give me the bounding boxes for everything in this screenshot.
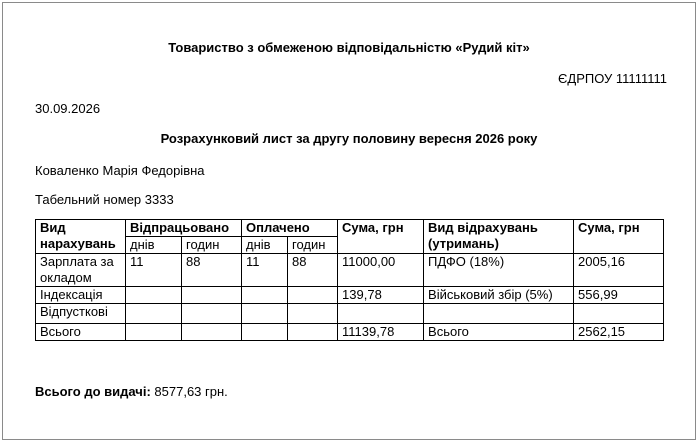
document-page: [2, 2, 696, 440]
cell-deduction: ПДФО (18%): [424, 254, 574, 287]
payroll-table: [35, 219, 664, 341]
cell-deduction: Військовий збір (5%): [424, 287, 574, 304]
cell-worked-hours: [182, 287, 242, 304]
cell-sum: 11139,78: [338, 324, 424, 341]
subheader-paid-hours: годин: [288, 237, 338, 254]
cell-paid-hours: 88: [288, 254, 338, 287]
document-title: Розрахунковий лист за другу половину вересня 2026 року: [160, 131, 538, 146]
total-payout-value: 8577,63 грн.: [154, 384, 228, 399]
cell-worked-days: 11: [126, 254, 182, 287]
cell-kind: Всього: [36, 324, 126, 341]
cell-paid-days: 11: [242, 254, 288, 287]
cell-deduction: [424, 304, 574, 324]
cell-kind: Індексація: [36, 287, 126, 304]
cell-paid-days: [242, 287, 288, 304]
subheader-worked-hours: годин: [182, 237, 242, 254]
subheader-worked-days: днів: [126, 237, 182, 254]
tab-number-value: 3333: [144, 192, 174, 207]
company-name: Товариство з обмеженою відповідальністю «Рудий кіт»: [168, 40, 530, 55]
cell-paid-days: [242, 324, 288, 341]
cell-paid-days: [242, 304, 288, 324]
cell-worked-hours: 88: [182, 254, 242, 287]
tab-number-label: Табельний номер: [35, 192, 142, 207]
cell-paid-hours: [288, 287, 338, 304]
table-row-total: [36, 324, 664, 341]
cell-paid-hours: [288, 324, 338, 341]
employee-name: Коваленко Марія Федорівна: [35, 163, 205, 178]
header-worked: Відпрацьовано: [126, 220, 242, 237]
total-payout-label: Всього до видачі:: [35, 384, 151, 399]
subheader-paid-days: днів: [242, 237, 288, 254]
cell-worked-hours: [182, 324, 242, 341]
cell-worked-days: [126, 304, 182, 324]
header-row: [36, 220, 664, 237]
cell-deduction-sum: 2562,15: [574, 324, 664, 341]
document-date: 30.09.2026: [35, 101, 101, 116]
cell-paid-hours: [288, 304, 338, 324]
cell-kind: Відпусткові: [36, 304, 126, 324]
cell-kind: Зарплата за окладом: [36, 254, 126, 287]
cell-worked-days: [126, 287, 182, 304]
total-payout: [35, 384, 228, 399]
table-row: [36, 304, 664, 324]
header-sum: Сума, грн: [338, 220, 424, 254]
header-deduction: Вид відрахувань (утримань): [424, 220, 574, 254]
edrpou-code: ЄДРПОУ 11111111: [558, 71, 667, 86]
cell-deduction-sum: 2005,16: [574, 254, 664, 287]
cell-deduction-sum: 556,99: [574, 287, 664, 304]
header-kind: Вид нарахувань: [36, 220, 126, 254]
cell-worked-hours: [182, 304, 242, 324]
header-deduction-sum: Сума, грн: [574, 220, 664, 254]
cell-sum: 11000,00: [338, 254, 424, 287]
cell-deduction-sum: [574, 304, 664, 324]
header-paid: Оплачено: [242, 220, 338, 237]
table-row: [36, 287, 664, 304]
cell-sum: 139,78: [338, 287, 424, 304]
cell-worked-days: [126, 324, 182, 341]
table-row: [36, 254, 664, 287]
tab-number: [35, 192, 174, 207]
cell-deduction: Всього: [424, 324, 574, 341]
cell-sum: [338, 304, 424, 324]
